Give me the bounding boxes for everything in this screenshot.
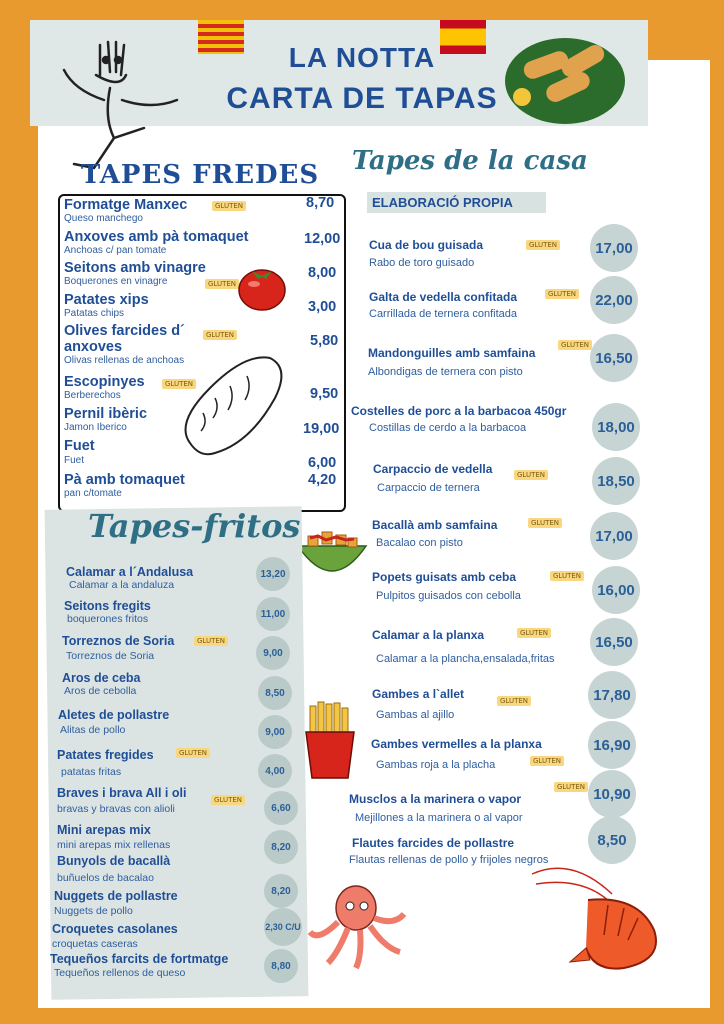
gluten-badge: GLUTEN xyxy=(554,782,588,792)
fritos-item: Nuggets de pollastre Nuggets de pollo xyxy=(54,889,178,917)
fredes-price: 8,70 xyxy=(306,195,335,211)
gluten-badge: GLUTEN xyxy=(526,240,560,250)
fritos-price-badge: 2,30 C/U xyxy=(264,908,302,946)
gluten-badge: GLUTEN xyxy=(530,756,564,766)
fredes-item: Fuet Fuet xyxy=(64,438,95,466)
gluten-badge: GLUTEN xyxy=(212,201,246,211)
fritos-price-badge: 9,00 xyxy=(256,636,290,670)
fritos-price-badge: 8,80 xyxy=(264,949,298,983)
fritos-item: Tequeños farcits de fortmatge Tequeños rellenos de queso xyxy=(50,952,229,979)
fritos-item: Croquetes casolanes croquetas caseras xyxy=(52,922,178,950)
fritos-item: Aros de ceba Aros de cebolla xyxy=(62,671,141,697)
fredes-price: 6,00 xyxy=(308,455,337,471)
casa-item: Musclos a la marinera o vapor Mejillones a la marinera o al vapor xyxy=(349,792,523,824)
fritos-item: Calamar a l´Andalusa Calamar a la andaluza xyxy=(66,565,194,591)
casa-price-badge: 16,50 xyxy=(590,334,638,382)
gluten-badge: GLUTEN xyxy=(194,636,228,646)
casa-price-badge: 18,00 xyxy=(592,403,640,451)
fredes-item: Escopinyes Berberechos xyxy=(64,374,145,401)
gluten-badge: GLUTEN xyxy=(550,571,584,581)
fritos-price-badge: 8,20 xyxy=(264,830,298,864)
fritos-price-badge: 6,60 xyxy=(264,791,298,825)
fritos-price-badge: 8,20 xyxy=(264,874,298,908)
fritos-item: Bunyols de bacallà buñuelos de bacalao xyxy=(57,854,171,884)
casa-item: Gambes vermelles a la planxa Gambas roja a la placha xyxy=(371,737,542,771)
gluten-badge: GLUTEN xyxy=(211,795,245,805)
tapes-casa-title: Tapes de la casa xyxy=(352,146,588,176)
elaboracio-propia-label: ELABORACIÓ PROPIA xyxy=(367,192,546,213)
gluten-badge: GLUTEN xyxy=(528,518,562,528)
fredes-item: Seitons amb vinagre Boquerones en vinagre xyxy=(64,260,206,287)
gluten-badge: GLUTEN xyxy=(514,470,548,480)
casa-price-badge: 18,50 xyxy=(592,457,640,505)
casa-price-badge: 10,90 xyxy=(588,770,636,818)
casa-price-badge: 17,80 xyxy=(588,671,636,719)
fritos-price-badge: 13,20 xyxy=(256,557,290,591)
tapes-fritos-title: Tapes-fritos xyxy=(88,507,301,545)
fritos-item: Braves i brava All i oli bravas y bravas con alioli xyxy=(57,786,187,815)
gluten-badge: GLUTEN xyxy=(497,696,531,706)
casa-item: Costelles de porc a la barbacoa 450gr Costillas de cerdo a la barbacoa xyxy=(351,404,567,434)
croquettes-plate-image xyxy=(505,38,625,124)
casa-item: Bacallà amb samfaina Bacalao con pisto xyxy=(372,518,498,549)
fritos-price-badge: 11,00 xyxy=(256,597,290,631)
gluten-badge: GLUTEN xyxy=(558,340,592,350)
french-fries-icon xyxy=(300,700,360,780)
fritos-item: Mini arepas mix mini arepas mix rellenas xyxy=(57,823,171,851)
fredes-item: Pernil ibèric Jamon Iberico xyxy=(64,406,148,433)
prawn-icon xyxy=(528,860,663,975)
fritos-price-badge: 9,00 xyxy=(258,715,292,749)
casa-item: Calamar a la planxa Calamar a la plancha,ensalada,fritas xyxy=(372,628,555,665)
fredes-price: 3,00 xyxy=(308,299,337,315)
casa-price-badge: 17,00 xyxy=(590,224,638,272)
gluten-badge: GLUTEN xyxy=(162,379,196,389)
gluten-badge: GLUTEN xyxy=(545,289,579,299)
casa-item: Flautes farcides de pollastre Flautas rellenas de pollo y frijoles negros xyxy=(349,836,549,866)
casa-item: Popets guisats amb ceba Pulpitos guisados con cebolla xyxy=(372,570,521,602)
fritos-price-badge: 8,50 xyxy=(258,676,292,710)
casa-item: Gambes a l`allet Gambas al ajillo xyxy=(372,687,465,721)
fredes-item: Olives farcides d´ anxoves Olivas rellenas de anchoas xyxy=(64,323,185,366)
fredes-item: Patates xips Patatas chips xyxy=(64,292,149,319)
casa-item: Carpaccio de vedella Carpaccio de ternera xyxy=(373,462,493,494)
octopus-icon xyxy=(308,882,408,972)
fritos-item: Seitons fregits boquerones fritos xyxy=(64,599,151,625)
fritos-item: Torreznos de Soria Torreznos de Soria xyxy=(62,634,175,662)
fredes-price: 4,20 xyxy=(308,472,337,488)
fredes-price: 9,50 xyxy=(310,386,339,402)
menu-title: CARTA DE TAPAS xyxy=(226,82,498,115)
fritos-item: Patates fregides patatas fritas xyxy=(57,748,154,778)
casa-price-badge: 22,00 xyxy=(590,276,638,324)
patatas-bravas-bowl-icon xyxy=(296,526,368,584)
casa-price-badge: 17,00 xyxy=(590,512,638,560)
dancing-fork-mascot-icon xyxy=(30,30,200,180)
fredes-item: Anxoves amb pà tomaquet Anchoas c/ pan tomate xyxy=(64,229,249,256)
fredes-price: 8,00 xyxy=(308,265,337,281)
casa-price-badge: 8,50 xyxy=(588,816,636,864)
casa-price-badge: 16,00 xyxy=(592,566,640,614)
fredes-item: Formatge Manxec Queso manchego xyxy=(64,197,188,224)
gluten-badge: GLUTEN xyxy=(517,628,551,638)
fredes-item: Pà amb tomaquet pan c/tomate xyxy=(64,472,185,499)
restaurant-name: LA NOTTA xyxy=(288,42,436,73)
fritos-item: Aletes de pollastre Alitas de pollo xyxy=(58,708,170,736)
fredes-price: 12,00 xyxy=(304,231,341,247)
gluten-badge: GLUTEN xyxy=(176,748,210,758)
fredes-price: 19,00 xyxy=(303,421,340,437)
gluten-badge: GLUTEN xyxy=(203,330,237,340)
casa-item: Galta de vedella confitada Carrillada de ternera confitada xyxy=(369,290,518,320)
tomato-icon xyxy=(236,262,288,312)
fredes-price: 5,80 xyxy=(310,333,339,349)
casa-price-badge: 16,50 xyxy=(590,618,638,666)
casa-item: Mandonguilles amb samfaina Albondigas de ternera con pisto xyxy=(368,346,536,378)
tapes-fredes-title: TAPES FREDES xyxy=(80,160,320,190)
fritos-price-badge: 4,00 xyxy=(258,754,292,788)
gluten-badge: GLUTEN xyxy=(205,279,239,289)
bread-icon xyxy=(175,348,290,458)
casa-item: Cua de bou guisada Rabo de toro guisado xyxy=(369,238,484,269)
casa-price-badge: 16,90 xyxy=(588,721,636,769)
